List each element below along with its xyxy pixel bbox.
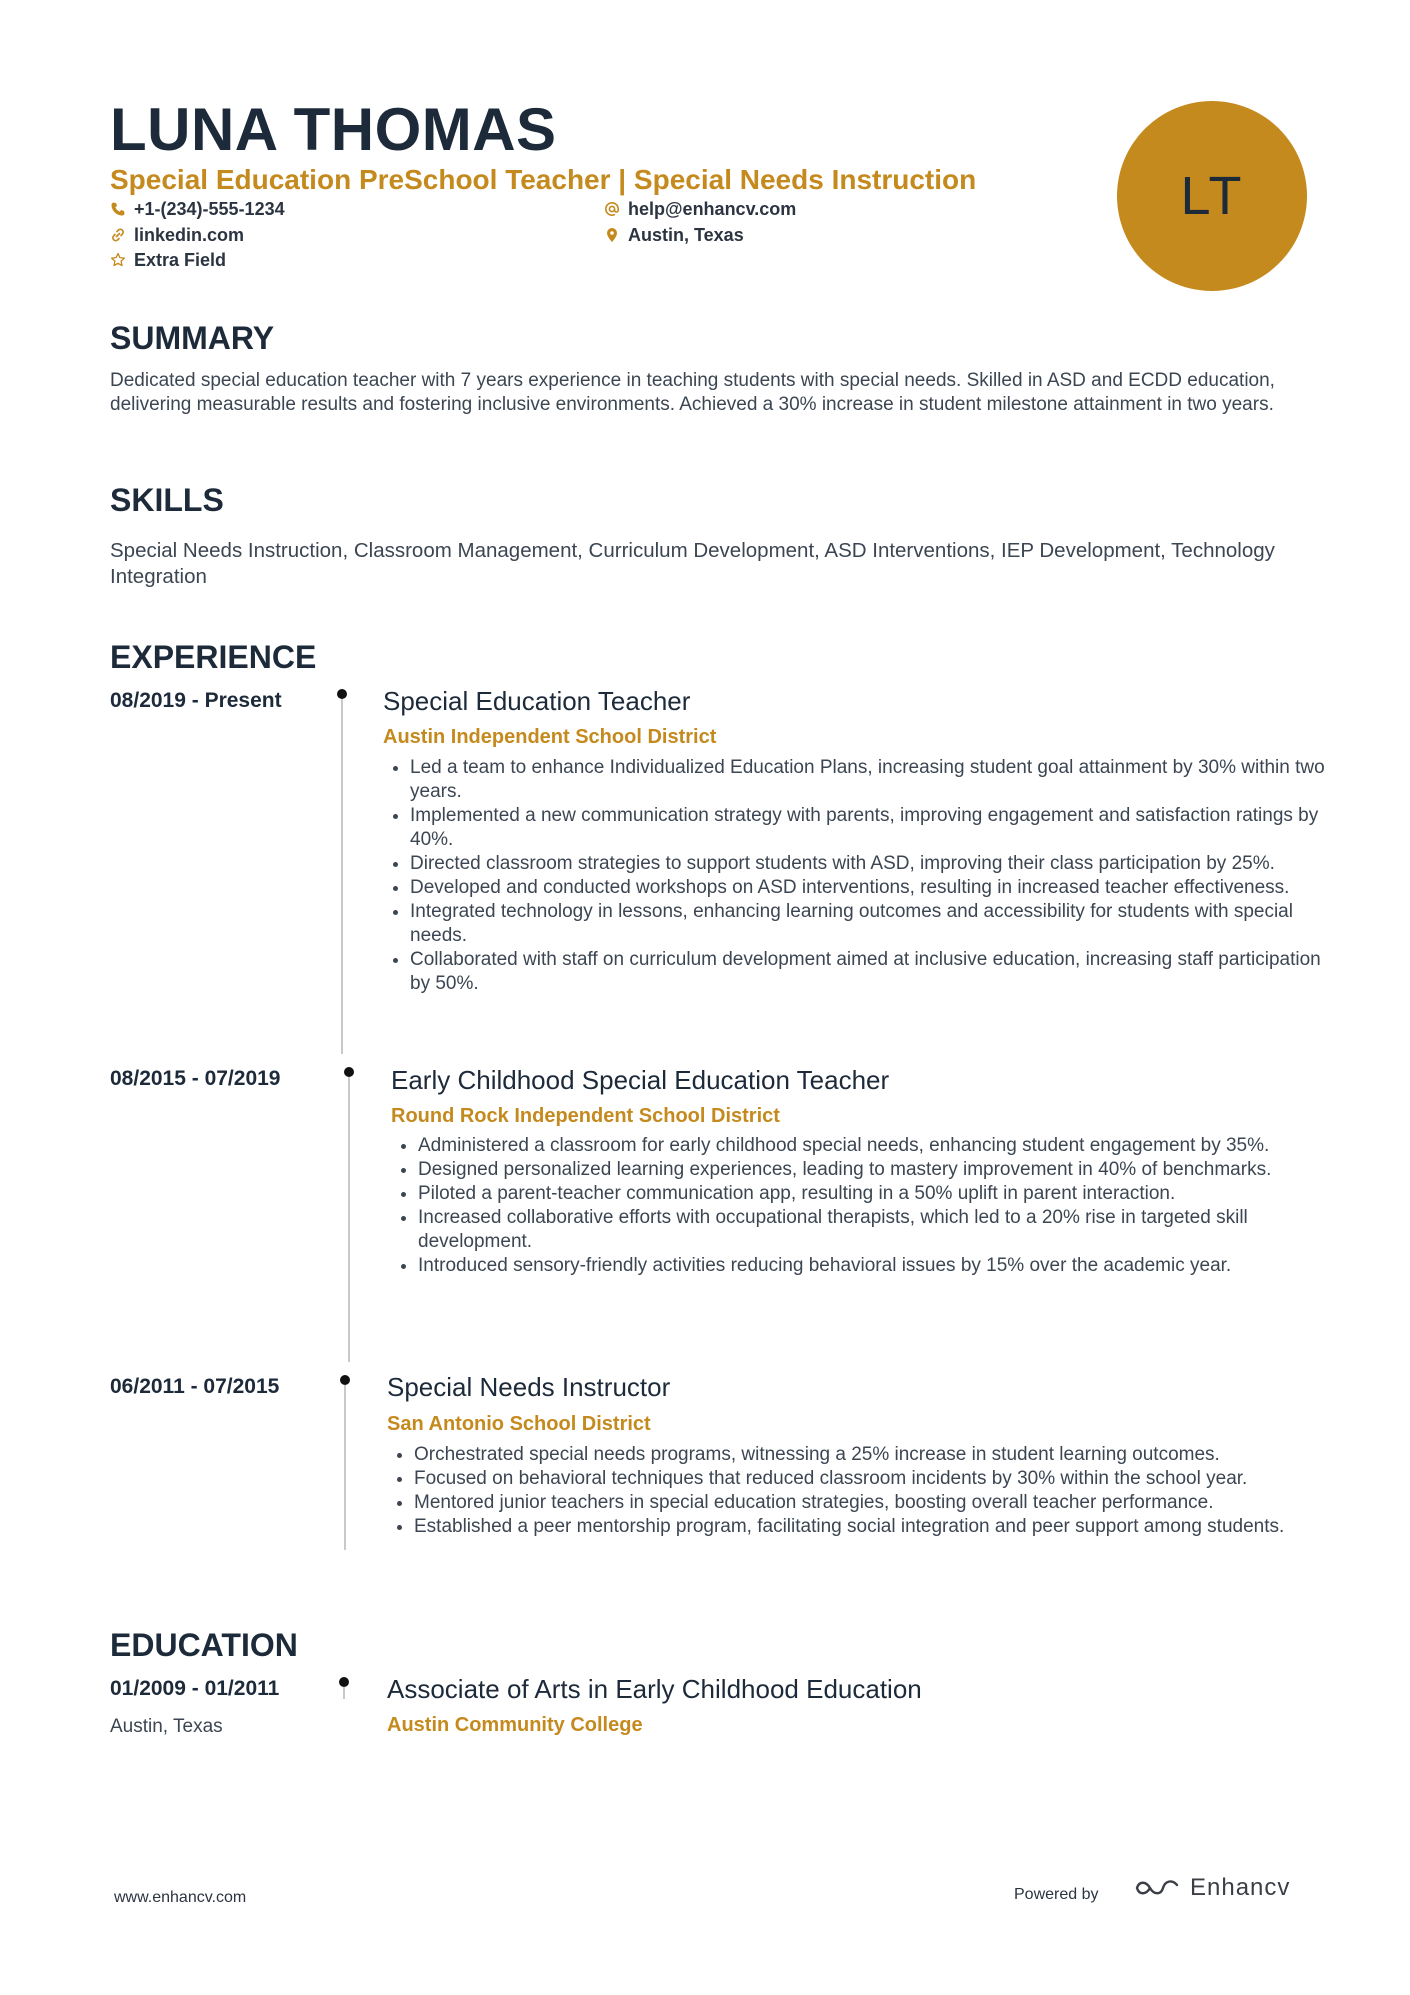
contact-phone xyxy=(110,197,285,221)
list-item: • Developed and conducted workshops on ASD interventions, resulting in increased teacher effectiveness. xyxy=(410,876,1340,900)
job-1-bullets xyxy=(384,756,1340,996)
job-2-bullets xyxy=(392,1134,1338,1278)
timeline-dot xyxy=(339,1677,349,1687)
linkedin-text: linkedin.com xyxy=(134,225,245,245)
list-item: • Designed personalized learning experiences, leading to mastery improvement in 40% of benchmarks. xyxy=(418,1158,1338,1182)
education-1-school: Austin Community College xyxy=(387,1714,643,1736)
at-icon xyxy=(604,201,620,217)
timeline-line xyxy=(341,699,343,1054)
job-1-role: Special Education Teacher xyxy=(383,686,691,716)
education-heading: EDUCATION xyxy=(110,1627,298,1663)
education-1-dates: 01/2009 - 01/2011 xyxy=(110,1677,280,1700)
location-pin-icon xyxy=(604,227,620,243)
summary-text: Dedicated special education teacher with 7 years experience in teaching students with special needs. Skilled in ASD and ECDD education, delivering measurable results and fostering inclusive environments. Achieved a 30% increase in student milestone attainment in two years. xyxy=(110,370,1275,415)
job-3-company: San Antonio School District xyxy=(387,1413,651,1435)
list-item: • Administered a classroom for early childhood special needs, enhancing student engagement by 35%. xyxy=(418,1134,1338,1158)
job-2-dates: 08/2015 - 07/2019 xyxy=(110,1067,281,1090)
contact-location xyxy=(604,223,744,247)
contact-email[interactable] xyxy=(604,197,796,221)
contact-extra xyxy=(110,248,226,272)
job-2-role: Early Childhood Special Education Teacher xyxy=(391,1065,890,1095)
timeline-line xyxy=(344,1385,346,1550)
extra-field-text: Extra Field xyxy=(134,250,227,270)
list-item: • Increased collaborative efforts with occupational therapists, which led to a 20% rise in targeted skill development. xyxy=(418,1206,1338,1254)
job-1-dates: 08/2019 - Present xyxy=(110,689,282,712)
avatar-initials: LT xyxy=(1180,166,1244,226)
list-item: • Mentored junior teachers in special education strategies, boosting overall teacher performance. xyxy=(414,1491,1339,1515)
list-item: • Orchestrated special needs programs, witnessing a 25% increase in student learning outcomes. xyxy=(414,1443,1339,1467)
candidate-title: Special Education PreSchool Teacher | Special Needs Instruction xyxy=(110,164,977,195)
timeline-dot xyxy=(337,689,347,699)
skills-heading: SKILLS xyxy=(110,482,224,518)
job-3-bullets xyxy=(388,1443,1339,1539)
skills-text: Special Needs Instruction, Classroom Management, Curriculum Development, ASD Interventions, IEP Development, Technology Integration xyxy=(110,539,1275,588)
location-text: Austin, Texas xyxy=(628,225,744,245)
list-item: • Led a team to enhance Individualized Education Plans, increasing student goal attainment by 30% within two years. xyxy=(410,756,1340,804)
timeline-line xyxy=(348,1077,350,1362)
phone-icon xyxy=(110,201,126,217)
enhancv-logo-text: Enhancv xyxy=(1190,1874,1291,1901)
star-icon xyxy=(110,252,126,268)
footer-website[interactable]: www.enhancv.com xyxy=(114,1889,247,1906)
education-1-location: Austin, Texas xyxy=(110,1716,223,1737)
candidate-name: LUNA THOMAS xyxy=(110,96,557,163)
job-1-company: Austin Independent School District xyxy=(383,726,717,748)
enhancv-logo[interactable] xyxy=(1134,1874,1290,1902)
list-item: • Implemented a new communication strategy with parents, improving engagement and satisfaction ratings by 40%. xyxy=(410,804,1340,852)
list-item: • Piloted a parent-teacher communication app, resulting in a 50% uplift in parent interaction. xyxy=(418,1182,1338,1206)
link-icon xyxy=(110,227,126,243)
list-item: • Established a peer mentorship program, facilitating social integration and peer support among students. xyxy=(414,1515,1339,1539)
list-item: • Introduced sensory-friendly activities reducing behavioral issues by 15% over the academic year. xyxy=(418,1254,1338,1278)
job-3-dates: 06/2011 - 07/2015 xyxy=(110,1375,280,1398)
list-item: • Collaborated with staff on curriculum development aimed at inclusive education, increasing staff participation by 50%. xyxy=(410,948,1340,996)
summary-heading: SUMMARY xyxy=(110,320,275,356)
list-item: • Focused on behavioral techniques that reduced classroom incidents by 30% within the school year. xyxy=(414,1467,1339,1491)
timeline-dot xyxy=(340,1375,350,1385)
job-3-role: Special Needs Instructor xyxy=(387,1372,671,1402)
phone-text: +1-(234)-555-1234 xyxy=(134,199,285,219)
list-item: • Integrated technology in lessons, enhancing learning outcomes and accessibility for students with special needs. xyxy=(410,900,1340,948)
avatar xyxy=(1117,101,1307,291)
list-item: • Directed classroom strategies to support students with ASD, improving their class participation by 25%. xyxy=(410,852,1340,876)
powered-by-label: Powered by xyxy=(1014,1886,1099,1903)
enhancv-logo-icon xyxy=(1134,1875,1180,1901)
timeline-line xyxy=(343,1687,345,1699)
contact-linkedin[interactable] xyxy=(110,223,244,247)
experience-heading: EXPERIENCE xyxy=(110,639,317,675)
job-2-company: Round Rock Independent School District xyxy=(391,1105,780,1127)
education-1-degree: Associate of Arts in Early Childhood Education xyxy=(387,1674,922,1704)
email-text: help@enhancv.com xyxy=(628,199,797,219)
timeline-dot xyxy=(344,1067,354,1077)
